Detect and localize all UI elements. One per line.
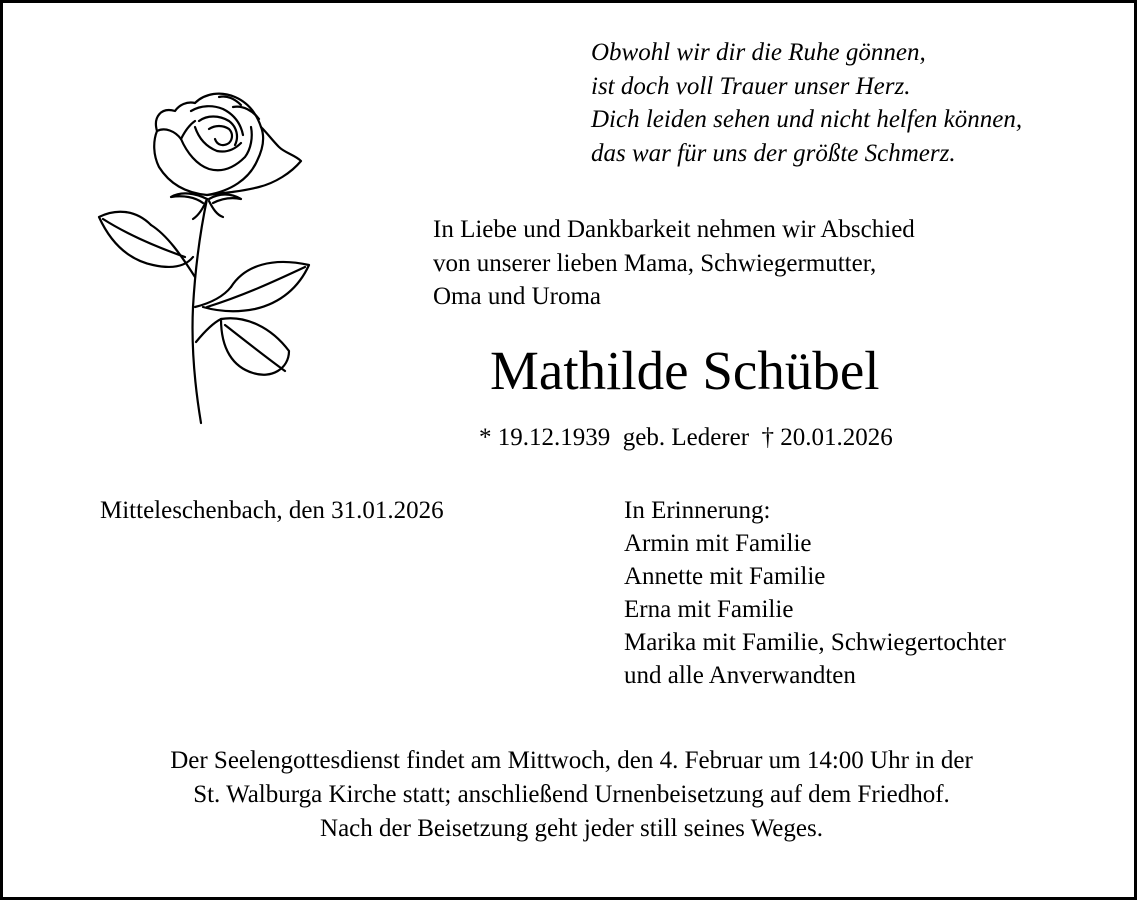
intro-line: Oma und Uroma [433,283,602,310]
poem [591,36,1022,170]
mourners-heading: In Erinnerung: [624,497,771,524]
service-line: Der Seelengottesdienst findet am Mittwoch, den 4. Februar um 14:00 Uhr in der [170,747,973,774]
mourner-line: Armin mit Familie [624,530,812,557]
mourner-line: Erna mit Familie [624,596,794,623]
poem-line: Dich leiden sehen und nicht helfen können, [591,106,1023,133]
poem-line: Obwohl wir dir die Ruhe gönnen, [591,39,926,66]
mourner-line: Marika mit Familie, Schwiegertochter [624,629,1006,656]
service-info [3,744,1137,846]
poem-line: ist doch voll Trauer unser Herz. [591,72,911,100]
poem-line: das war für uns der größte Schmerz. [591,139,956,167]
intro-line: In Liebe und Dankbarkeit nehmen wir Abschied [433,216,915,243]
life-dates: * 19.12.1939 geb. Lederer † 20.01.2026 [479,424,893,451]
mourner-line: und alle Anverwandten [624,662,856,689]
rose-icon [95,87,327,429]
service-line: Nach der Beisetzung geht jeder still seines Weges. [320,815,823,842]
service-line: St. Walburga Kirche statt; anschließend Urnenbeisetzung auf dem Friedhof. [193,781,950,808]
intro-text [433,213,915,314]
intro-line: von unserer lieben Mama, Schwiegermutter, [433,249,877,277]
place-date: Mitteleschenbach, den 31.01.2026 [100,497,444,524]
mourners-list [624,494,1006,692]
deceased-name: Mathilde Schübel [490,340,880,401]
mourner-line: Annette mit Familie [624,563,826,590]
